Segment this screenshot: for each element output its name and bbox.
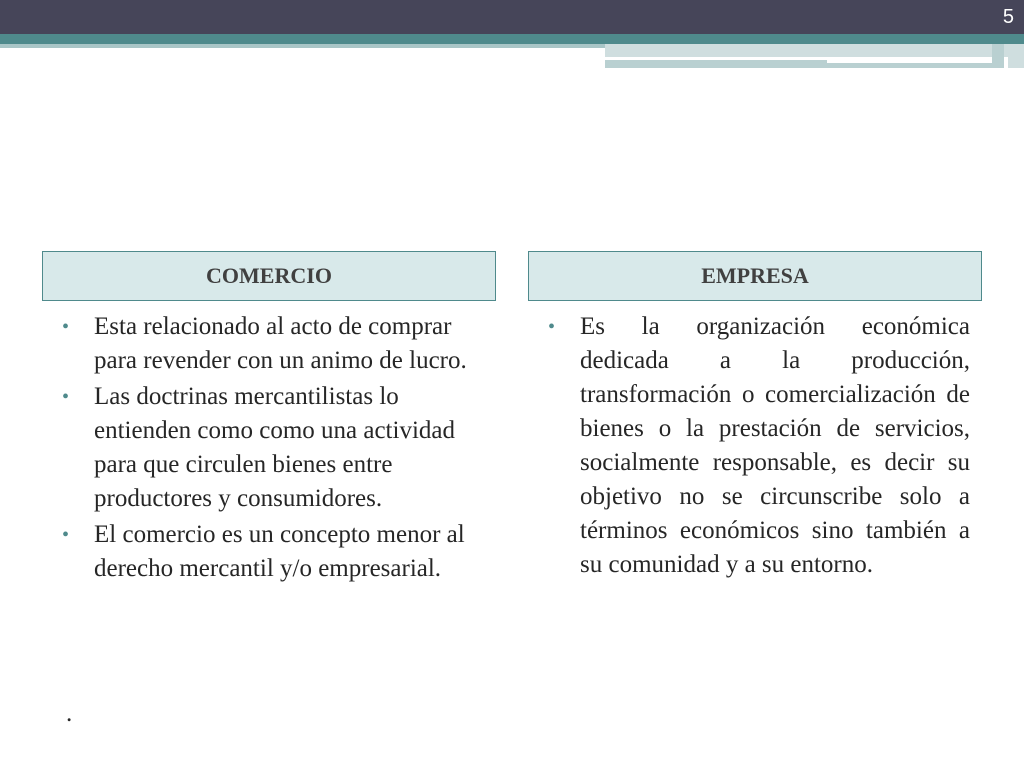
bullet-icon: • <box>62 386 70 408</box>
trailing-period: . <box>66 700 73 727</box>
decor-stripe <box>605 60 827 68</box>
bullet-icon: • <box>62 316 70 338</box>
comercio-bullet-list <box>62 310 482 586</box>
slide-number: 5 <box>1002 6 1014 28</box>
decor-block <box>1008 44 1024 68</box>
top-bar <box>0 0 1024 34</box>
list-item <box>548 310 970 582</box>
decor-stripe <box>605 44 1024 57</box>
bullet-text: Las doctrinas mercantilistas lo entienden como como una actividad para que circulen bienes entre productores y consumidores. <box>94 383 455 512</box>
top-accent-bar <box>0 34 1024 44</box>
decor-block <box>992 44 1004 68</box>
comercio-column <box>62 310 482 588</box>
bullet-icon: • <box>548 316 556 338</box>
bullet-text: Es la organización económica dedicada a la producción, transformación o comercialización de bienes o la prestación de servicios, socialmente responsable, es decir su objetivo no se circunscribe solo a términos económicos sino también a su comunidad y a su entorno. <box>580 313 970 578</box>
empresa-column <box>548 310 970 584</box>
list-item <box>62 518 482 586</box>
bullet-text: El comercio es un concepto menor al derecho mercantil y/o empresarial. <box>94 521 465 582</box>
bullet-icon: • <box>62 524 70 546</box>
decor-stripe <box>827 63 992 68</box>
header-comercio: COMERCIO <box>42 251 496 301</box>
top-accent-stripe <box>0 44 605 48</box>
empresa-bullet-list <box>548 310 970 582</box>
header-empresa: EMPRESA <box>528 251 982 301</box>
list-item <box>62 310 482 378</box>
bullet-text: Esta relacionado al acto de comprar para revender con un animo de lucro. <box>94 313 467 374</box>
list-item <box>62 380 482 516</box>
